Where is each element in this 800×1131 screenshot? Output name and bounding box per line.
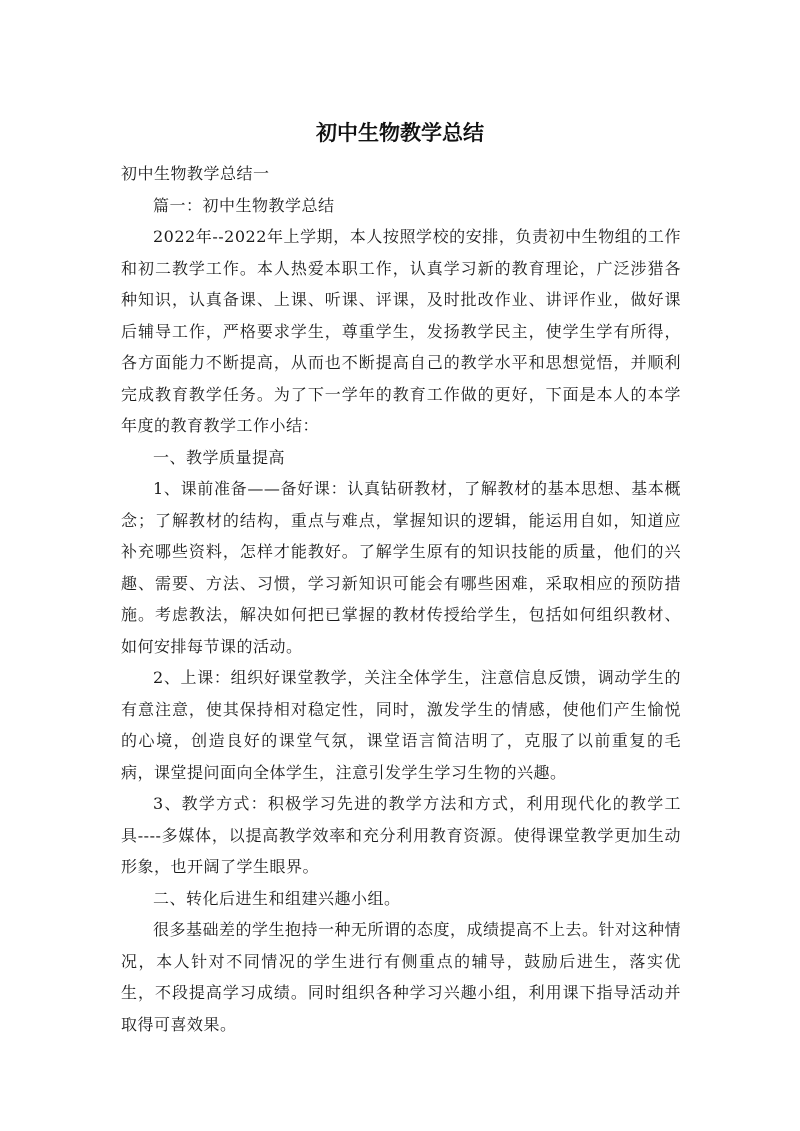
section-heading: 一、教学质量提高 (153, 447, 286, 467)
article-subtitle: 篇一：初中生物教学总结 (153, 195, 335, 215)
body-paragraph: 1、课前准备——备好课：认真钻研教材，了解教材的基本思想、基本概念；了解教材的结构，重点与难点，掌握知识的逻辑，能运用自如，知道应补充哪些资料，怎样才能教好。了解学生原有的知识技能的质量，他们的兴趣、需要、方法、习惯，学习新知识可能会有哪些困难，采取相应的预防措施。考虑教法，解决如何把已掌握的教材传授给学生，包括如何组织教材、如何安排每节课的活动。 (121, 479, 681, 656)
document-body (121, 158, 681, 1040)
section-heading: 初中生物教学总结一 (121, 164, 270, 183)
section-heading: 二、转化后进生和组建兴趣小组。 (153, 888, 401, 908)
body-paragraph: 3、教学方式：积极学习先进的教学方法和方式，利用现代化的教学工具----多媒体，以提高教学效率和充分利用教育资源。使得课堂教学更加生动形象，也开阔了学生眼界。 (121, 794, 681, 876)
body-paragraph: 2022年--2022年上学期，本人按照学校的安排，负责初中生物组的工作和初二教学工作。本人热爱本职工作，认真学习新的教育理论，广泛涉猎各种知识，认真备课、上课、听课、评课，及时批改作业、讲评作业，做好课后辅导工作，严格要求学生，尊重学生，发扬教学民主，使学生学有所得，各方面能力不断提高，从而也不断提高自己的教学水平和思想觉悟，并顺利完成教育教学任务。为了下一学年的教育工作做的更好，下面是本人的本学年度的教育教学工作小结： (121, 227, 681, 435)
body-paragraph: 2、上课：组织好课堂教学，关注全体学生，注意信息反馈，调动学生的有意注意，使其保持相对稳定性，同时，激发学生的情感，使他们产生愉悦的心境，创造良好的课堂气氛，课堂语言简洁明了，克服了以前重复的毛病，课堂提问面向全体学生，注意引发学生学习生物的兴趣。 (121, 668, 681, 782)
document-title: 初中生物教学总结 (316, 121, 484, 145)
body-paragraph: 很多基础差的学生抱持一种无所谓的态度，成绩提高不上去。针对这种情况，本人针对不同情况的学生进行有侧重点的辅导，鼓励后进生，落实优生，不段提高学习成绩。同时组织各种学习兴趣小组，利用课下指导活动并取得可喜效果。 (121, 920, 682, 1034)
